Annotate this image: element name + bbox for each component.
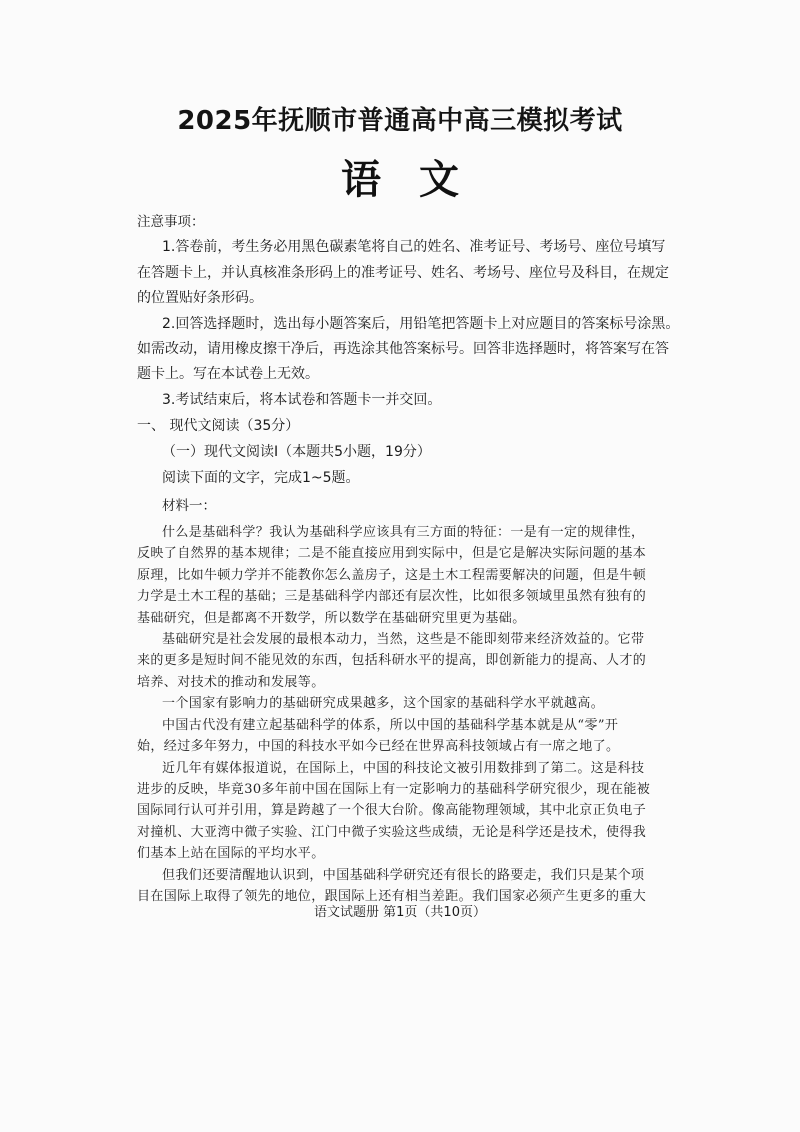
page-footer: 语文试题册 第1页（共10页） (314, 905, 486, 920)
passage-line: 基础研究是社会发展的最根本动力，当然，这些是不能即刻带来经济效益的。它带 (162, 632, 645, 647)
note-item-1-line-1: 1.答卷前，考生务必用黑色碳素笔将自己的姓名、准考证号、考场号、座位号填写 (162, 239, 666, 255)
passage-line: 培养、对技术的推动和发展等。 (137, 675, 325, 690)
note-item-3-line-1: 3.考试结束后，将本试卷和答题卡一并交回。 (162, 392, 442, 408)
section-subtitle: （一）现代文阅读Ⅰ（本题共5小题，19分） (162, 444, 431, 460)
subject-title: 语文 (341, 157, 497, 203)
passage-line: 近几年有媒体报道说，在国际上，中国的科技论文被引用数排到了第二。这是科技 (162, 761, 645, 776)
passage-line: 基础研究，但是都离不开数学，所以数学在基础研究里更为基础。 (137, 611, 526, 626)
note-item-2-line-3: 题卡上。写在本试卷上无效。 (137, 366, 319, 382)
note-item-2-line-2: 如需改动，请用橡皮擦干净后，再选涂其他答案标号。回答非选择题时，将答案写在答 (137, 341, 669, 357)
notes-heading: 注意事项： (137, 214, 205, 230)
section-instruction: 阅读下面的文字，完成1~5题。 (162, 470, 360, 486)
note-item-1-line-3: 的位置贴好条形码。 (137, 290, 263, 306)
passage-line: 中国古代没有建立起基础科学的体系，所以中国的基础科学基本就是从“零”开 (162, 718, 619, 733)
section-title: 一、 现代文阅读（35分） (137, 418, 300, 434)
passage-line: 对撞机、大亚湾中微子实验、江门中微子实验这些成绩，无论是科学还是技术，使得我 (137, 825, 647, 840)
note-item-1-line-2: 在答题卡上，并认真核准条形码上的准考证号、姓名、考场号、座位号及科目，在规定 (137, 265, 669, 281)
passage-line: 国际同行认可并引用，算是跨越了一个很大台阶。像高能物理领域，其中北京正负电子 (137, 803, 647, 818)
passage-line: 们基本上站在国际的平均水平。 (137, 846, 325, 861)
passage-line: 一个国家有影响力的基础研究成果越多，这个国家的基础科学水平就越高。 (162, 696, 605, 711)
passage-line: 目在国际上取得了领先的地位，跟国际上还有相当差距。我们国家必须产生更多的重大 (137, 889, 647, 904)
passage-line: 来的更多是短时间不能见效的东西，包括科研水平的提高，即创新能力的提高、人才的 (137, 653, 647, 668)
passage-line: 什么是基础科学？我认为基础科学应该具有三方面的特征：一是有一定的规律性， (162, 525, 645, 540)
passage-line: 原理，比如牛顿力学并不能教你怎么盖房子，这是土木工程需要解决的问题，但是牛顿 (137, 568, 647, 583)
passage-line: 但我们还要清醒地认识到，中国基础科学研究还有很长的路要走，我们只是某个项 (162, 868, 645, 883)
material-label: 材料一： (162, 498, 216, 514)
exam-title: 2025年抚顺市普通高中高三模拟考试 (177, 106, 623, 136)
passage-line: 力学是土木工程的基础；三是基础科学内部还有层次性，比如很多领域里虽然有独有的 (137, 589, 647, 604)
note-item-2-line-1: 2.回答选择题时，选出每小题答案后，用铅笔把答题卡上对应题目的答案标号涂黑。 (162, 316, 680, 332)
passage-line: 反映了自然界的基本规律；二是不能直接应用到实际中，但是它是解决实际问题的基本 (137, 546, 647, 561)
passage-line: 进步的反映，毕竟30多年前中国在国际上有一定影响力的基础科学研究很少，现在能被 (137, 782, 651, 797)
passage-line: 始，经过多年努力，中国的科技水平如今已经在世界高科技领域占有一席之地了。 (137, 739, 620, 754)
